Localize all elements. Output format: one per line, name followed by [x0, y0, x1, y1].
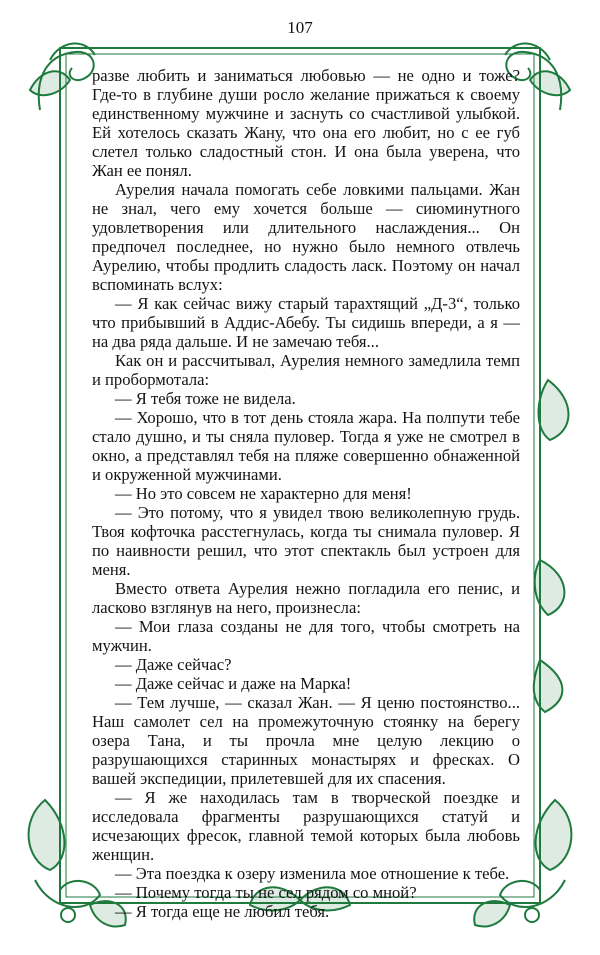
paragraph: — Даже сейчас? [115, 655, 232, 674]
paragraph: — Мои глаза созданы не для того, чтобы смотреть на мужчин. [92, 617, 520, 655]
paragraph: — Я же находилась там в творческой поездке и исследовала фрагменты разрушающихся статуй и исчезающих фресок, главной темой которых была любовь женщин. [92, 788, 520, 864]
paragraph: — Я как сейчас вижу старый тарахтящий „Д-3“, только что прибывший в Аддис-Абебу. Ты сидишь впереди, а я — на два ряда дальше. И не замечаю тебя... [92, 294, 520, 351]
paragraph: — Я тебя тоже не видела. [115, 389, 296, 408]
body-text [92, 66, 520, 921]
page-number: 107 [287, 18, 313, 37]
paragraph: — Тем лучше, — сказал Жан. — Я ценю постоянство... Наш самолет сел на промежуточную стоянку на берегу озера Тана, и ты прочла мне целую лекцию о разрушающихся старинных монастырях и фресках. О вашей экспедиции, прилетевшей для их спасения. [92, 693, 520, 788]
floral-ornament-top-left [30, 44, 95, 110]
paragraph: разве любить и заниматься любовью — не одно и тоже? Где-то в глубине души росло желание прижаться к своему единственному мужчине и заснуть со счастливой улыбкой. Ей хотелось сказать Жану, что она его любит, но с ее губ слетел только сладостный стон. И она была уверена, что Жан ее понял. [92, 66, 520, 180]
paragraph: — Это потому, что я увидел твою великолепную грудь. Твоя кофточка расстегнулась, когда ты снимала пуловер. Я по наивности решил, что этот спектакль был устроен для меня. [92, 503, 520, 579]
paragraph: — Я тогда еще не любил тебя. [115, 902, 330, 921]
paragraph: — Даже сейчас и даже на Марка! [115, 674, 352, 693]
paragraph: Вместо ответа Аурелия нежно погладила его пенис, и ласково взглянув на него, произнесла: [92, 579, 520, 617]
paragraph: Как он и рассчитывал, Аурелия немного замедлила темп и пробормотала: [92, 351, 520, 389]
paragraph: — Почему тогда ты не сел рядом со мной? [115, 883, 417, 902]
paragraph: — Эта поездка к озеру изменила мое отношение к тебе. [115, 864, 510, 883]
paragraph: — Но это совсем не характерно для меня! [115, 484, 412, 503]
paragraph: Аурелия начала помогать себе ловкими пальцами. Жан не знал, чего ему хочется больше — сиюминутного удовлетворения или длительного наслаждения... Он предпочел последнее, но нужно было немного отвлечь Аурелию, чтобы продлить сладость ласк. Поэтому он начал вспоминать вслух: [92, 180, 520, 294]
paragraph: — Хорошо, что в тот день стояла жара. На полпути тебе стало душно, и ты сняла пуловер. Тогда я уже не смотрел в окно, а представлял тебя на пляже совершенно обнаженной и окруженной мужчинами. [92, 408, 520, 484]
